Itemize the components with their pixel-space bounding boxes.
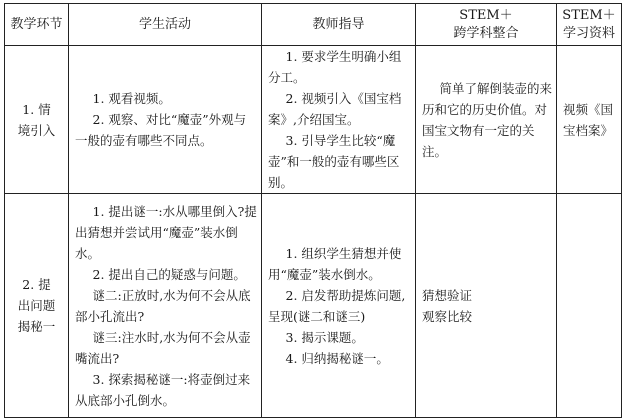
header-stage: 教学环节 [5, 4, 69, 46]
stem-integration-cell [416, 194, 557, 418]
lesson-plan-table [4, 3, 622, 418]
stage-cell [5, 194, 69, 418]
student-activity-cell [69, 194, 262, 418]
teacher-guidance-item: 2. 启发帮助提炼问题,呈现(谜二和谜三) [268, 287, 406, 324]
student-activity-item: 2. 观察、对比“魔壶”外观与一般的壶有哪些不同点。 [75, 112, 247, 148]
teacher-guidance-item: 4. 归纳揭秘谜一。 [285, 350, 389, 366]
teacher-guidance-cell [262, 46, 416, 194]
header-res-line2: 学习资料 [562, 25, 615, 41]
header-stem-integration [416, 4, 557, 46]
header-row [5, 4, 622, 46]
stem-integration-text: 简单了解倒装壶的来历和它的历史价值。对国宝文物有一定的关注。 [422, 80, 553, 159]
table-row [5, 46, 622, 194]
teacher-guidance-cell [262, 194, 416, 418]
stem-integration-text: 猜想验证 [422, 287, 473, 303]
student-activity-item: 2. 提出自己的疑惑与问题。 [92, 266, 246, 282]
stage-label: 2. 提出问题揭秘一 [17, 277, 56, 334]
teacher-guidance-item: 3. 引导学生比较“魔壶”和一般的壶有哪些区别。 [268, 133, 400, 190]
stage-label: 1. 情境引入 [17, 101, 56, 138]
header-stem-line2: 跨学科整合 [453, 25, 519, 41]
teacher-guidance-item: 1. 要求学生明确小组分工。 [268, 49, 402, 85]
learning-resources-cell [557, 194, 622, 418]
header-learning-resources [557, 4, 622, 46]
header-res-line1: STEM＋ [562, 7, 616, 23]
student-activity-item: 1. 提出谜一:水从哪里倒入?提出猜想并尝试用“魔壶”装水倒水。 [75, 203, 257, 261]
stem-integration-cell [416, 46, 557, 194]
header-student-activity: 学生活动 [69, 4, 262, 46]
teacher-guidance-item: 1. 组织学生猜想并使用“魔壶”装水倒水。 [268, 245, 402, 282]
table-row [5, 194, 622, 418]
teacher-guidance-item: 2. 视频引入《国宝档案》,介绍国宝。 [268, 91, 402, 127]
student-activity-item: 1. 观看视频。 [92, 91, 171, 106]
stem-integration-text: 观察比较 [422, 308, 473, 324]
teacher-guidance-item: 3. 揭示课题。 [285, 329, 364, 345]
student-activity-item: 谜三:注水时,水为何不会从壶嘴流出? [75, 329, 251, 366]
stage-cell [5, 46, 69, 194]
header-stem-line1: STEM＋ [459, 7, 513, 23]
student-activity-item: 3. 探索揭秘谜一:将壶倒过来从底部小孔倒水。 [75, 371, 251, 408]
learning-resources-text: 视频《国宝档案》 [563, 101, 614, 138]
learning-resources-cell [557, 46, 622, 194]
header-teacher-guidance: 教师指导 [262, 4, 416, 46]
student-activity-item: 谜二:正放时,水为何不会从底部小孔流出? [75, 287, 251, 324]
student-activity-cell [69, 46, 262, 194]
